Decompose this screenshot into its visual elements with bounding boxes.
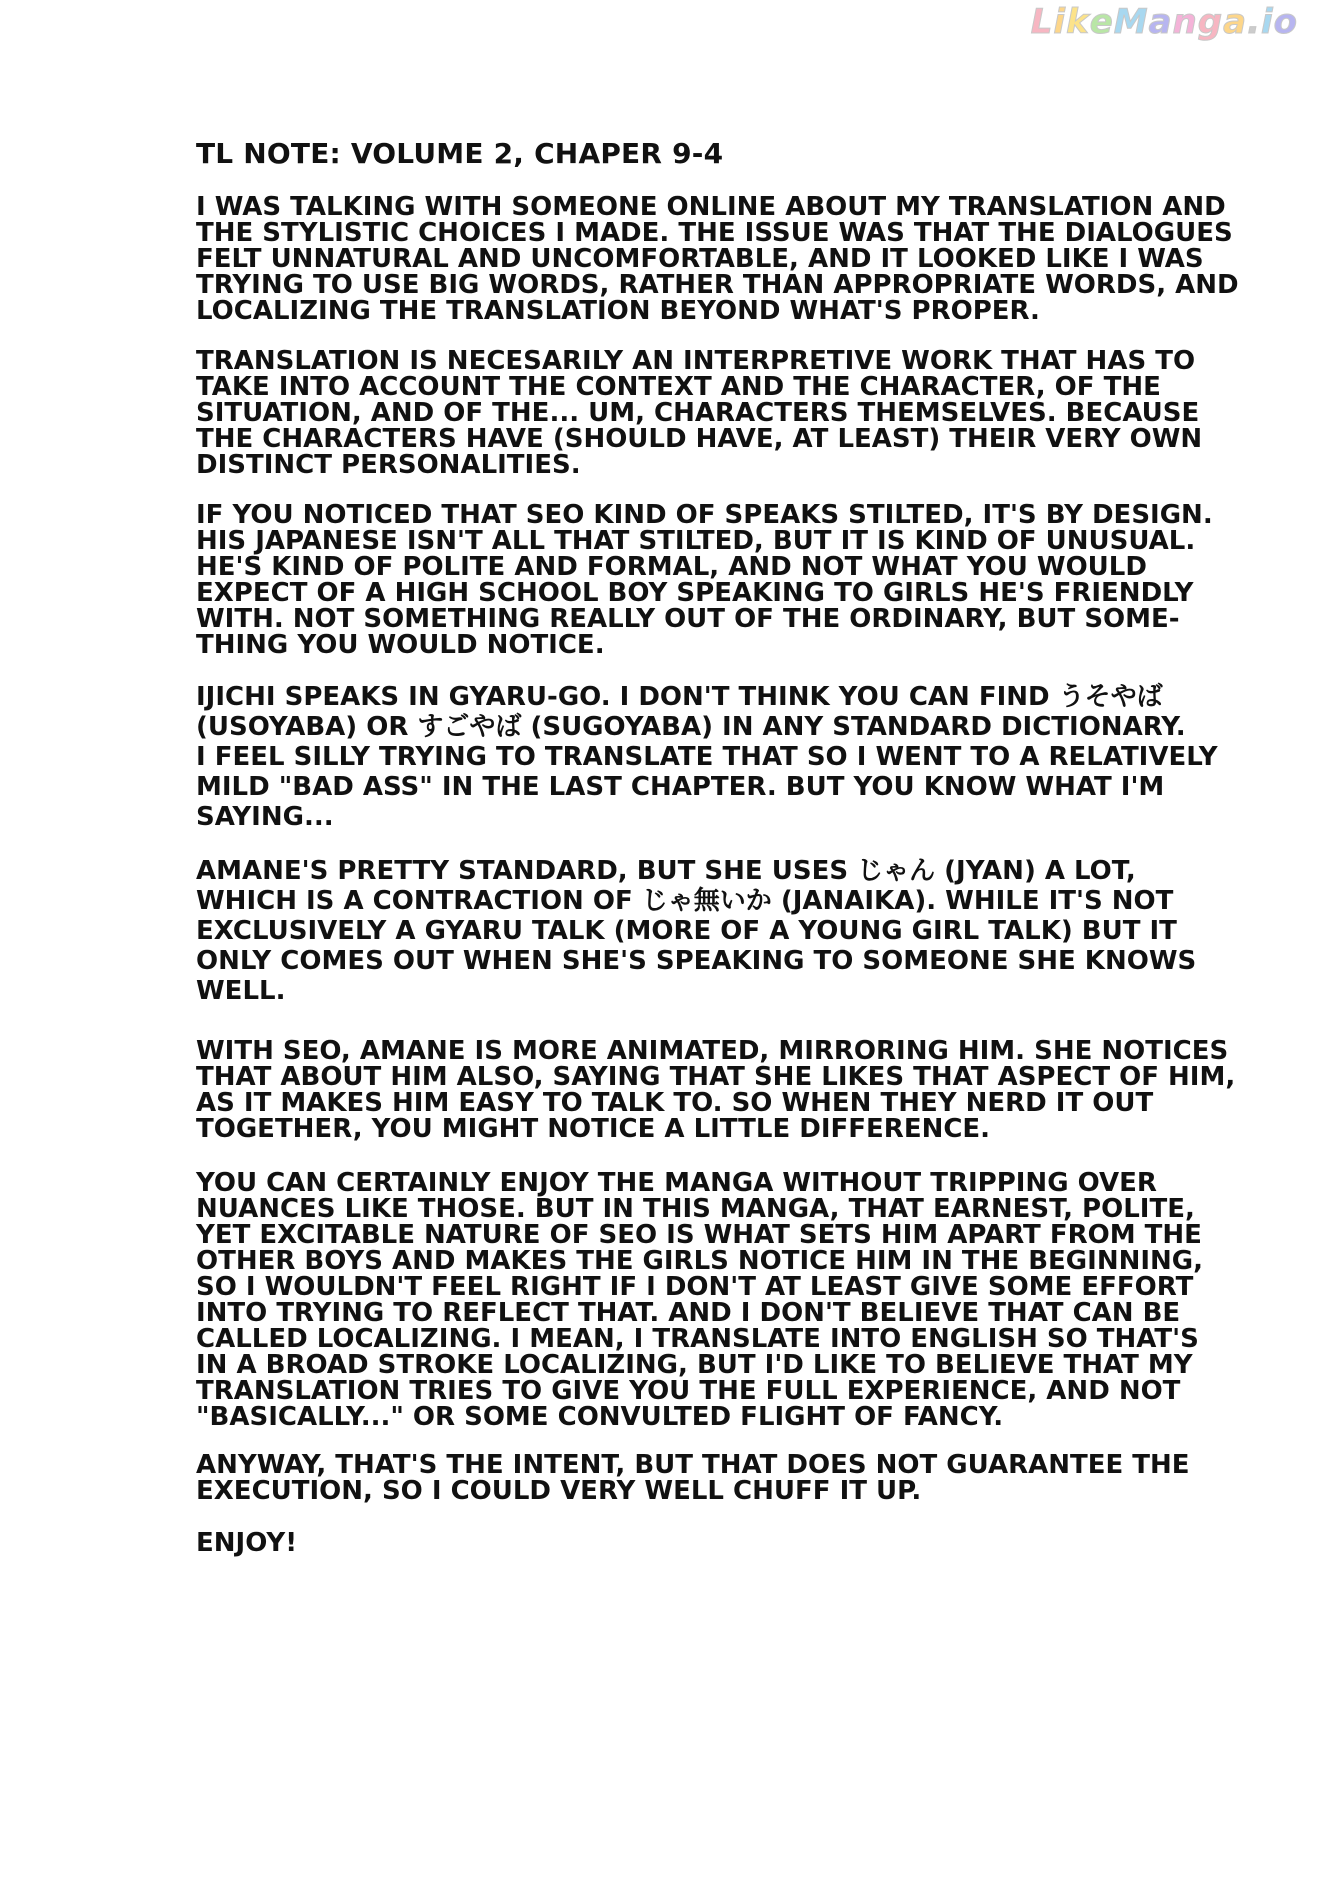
paragraph-line: DISTINCT PERSONALITIES.	[196, 450, 581, 480]
paragraph-line: NUANCES LIKE THOSE. BUT IN THIS MANGA, THAT EARNEST, POLITE,	[196, 1194, 1195, 1224]
paragraph-line: TRANSLATION TRIES TO GIVE YOU THE FULL EXPERIENCE, AND NOT	[196, 1376, 1181, 1406]
paragraph-line: ANYWAY, THAT'S THE INTENT, BUT THAT DOES NOT GUARANTEE THE	[196, 1450, 1190, 1480]
paragraph-line: WHICH IS A CONTRACTION OF じゃ無いか (JANAIKA). WHILE IT'S NOT	[196, 886, 1174, 916]
paragraph-line: WITH. NOT SOMETHING REALLY OUT OF THE ORDINARY, BUT SOME-	[196, 604, 1180, 634]
note-body	[196, 194, 1306, 1504]
paragraph-line: CALLED LOCALIZING. I MEAN, I TRANSLATE INTO ENGLISH SO THAT'S	[196, 1324, 1199, 1354]
paragraph-line: EXCLUSIVELY A GYARU TALK (MORE OF A YOUNG GIRL TALK) BUT IT	[196, 916, 1177, 946]
paragraph-line: "BASICALLY..." OR SOME CONVULTED FLIGHT OF FANCY.	[196, 1402, 1004, 1432]
watermark-letter: i	[1053, 2, 1067, 42]
note-paragraph	[196, 502, 1306, 658]
watermark-letter: .	[1247, 2, 1261, 42]
watermark-letter: k	[1066, 2, 1090, 42]
paragraph-line: AMANE'S PRETTY STANDARD, BUT SHE USES じゃん (JYAN) A LOT,	[196, 856, 1136, 886]
watermark-letter: a	[1223, 2, 1248, 42]
paragraph-line: TRANSLATION IS NECESARILY AN INTERPRETIVE WORK THAT HAS TO	[196, 346, 1196, 376]
paragraph-line: SAYING...	[196, 802, 334, 832]
paragraph-line: TRYING TO USE BIG WORDS, RATHER THAN APPROPRIATE WORDS, AND	[196, 270, 1239, 300]
paragraph-line: MILD "BAD ASS" IN THE LAST CHAPTER. BUT YOU KNOW WHAT I'M	[196, 772, 1165, 802]
paragraph-line: SO I WOULDN'T FEEL RIGHT IF I DON'T AT LEAST GIVE SOME EFFORT	[196, 1272, 1194, 1302]
paragraph-line: I WAS TALKING WITH SOMEONE ONLINE ABOUT MY TRANSLATION AND	[196, 192, 1226, 222]
note-paragraph	[196, 682, 1306, 832]
paragraph-line: IJICHI SPEAKS IN GYARU-GO. I DON'T THINK YOU CAN FIND うそやば	[196, 682, 1163, 712]
note-paragraph	[196, 1170, 1306, 1430]
paragraph-line: TAKE INTO ACCOUNT THE CONTEXT AND THE CHARACTER, OF THE	[196, 372, 1161, 402]
paragraph-line: FELT UNNATURAL AND UNCOMFORTABLE, AND IT LOOKED LIKE I WAS	[196, 244, 1204, 274]
watermark-letter: o	[1273, 2, 1298, 42]
paragraph-line: EXECUTION, SO I COULD VERY WELL CHUFF IT UP.	[196, 1476, 922, 1506]
closing-line: ENJOY!	[196, 1528, 298, 1558]
paragraph-line: HE'S KIND OF POLITE AND FORMAL, AND NOT WHAT YOU WOULD	[196, 552, 1147, 582]
paragraph-line: I FEEL SILLY TRYING TO TRANSLATE THAT SO I WENT TO A RELATIVELY	[196, 742, 1218, 772]
note-paragraph	[196, 1038, 1306, 1142]
paragraph-line: THE CHARACTERS HAVE (SHOULD HAVE, AT LEAST) THEIR VERY OWN	[196, 424, 1203, 454]
paragraph-line: HIS JAPANESE ISN'T ALL THAT STILTED, BUT IT IS KIND OF UNUSUAL.	[196, 526, 1196, 556]
note-paragraph	[196, 856, 1306, 1006]
watermark-letter: L	[1030, 2, 1054, 42]
site-watermark-logo	[1031, 2, 1298, 42]
note-paragraph	[196, 348, 1306, 478]
paragraph-line: TOGETHER, YOU MIGHT NOTICE A LITTLE DIFFERENCE.	[196, 1114, 991, 1144]
paragraph-line: WELL.	[196, 976, 286, 1006]
note-paragraph	[196, 194, 1306, 324]
paragraph-line: INTO TRYING TO REFLECT THAT. AND I DON'T BELIEVE THAT CAN BE	[196, 1298, 1181, 1328]
watermark-letter: M	[1113, 2, 1149, 42]
watermark-letter: e	[1089, 2, 1114, 42]
paragraph-line: YOU CAN CERTAINLY ENJOY THE MANGA WITHOUT TRIPPING OVER	[196, 1168, 1157, 1198]
paragraph-line: EXPECT OF A HIGH SCHOOL BOY SPEAKING TO GIRLS HE'S FRIENDLY	[196, 578, 1194, 608]
paragraph-line: (USOYABA) OR すごやば (SUGOYABA) IN ANY STANDARD DICTIONARY.	[196, 712, 1186, 742]
watermark-letter: g	[1197, 2, 1224, 42]
watermark-letter: n	[1172, 2, 1198, 42]
paragraph-line: AS IT MAKES HIM EASY TO TALK TO. SO WHEN THEY NERD IT OUT	[196, 1088, 1154, 1118]
note-paragraph	[196, 1452, 1306, 1504]
paragraph-line: THE STYLISTIC CHOICES I MADE. THE ISSUE WAS THAT THE DIALOGUES	[196, 218, 1233, 248]
paragraph-line: LOCALIZING THE TRANSLATION BEYOND WHAT'S PROPER.	[196, 296, 1040, 326]
paragraph-line: IF YOU NOTICED THAT SEO KIND OF SPEAKS STILTED, IT'S BY DESIGN.	[196, 500, 1213, 530]
paragraph-line: WITH SEO, AMANE IS MORE ANIMATED, MIRRORING HIM. SHE NOTICES	[196, 1036, 1229, 1066]
paragraph-line: SITUATION, AND OF THE... UM, CHARACTERS THEMSELVES. BECAUSE	[196, 398, 1200, 428]
watermark-letter: a	[1148, 2, 1173, 42]
translator-note	[196, 138, 1306, 1558]
paragraph-line: IN A BROAD STROKE LOCALIZING, BUT I'D LIKE TO BELIEVE THAT MY	[196, 1350, 1193, 1380]
watermark-letter: i	[1260, 2, 1274, 42]
note-title: TL NOTE: VOLUME 2, CHAPER 9-4	[196, 137, 724, 170]
paragraph-line: THING YOU WOULD NOTICE.	[196, 630, 605, 660]
paragraph-line: ONLY COMES OUT WHEN SHE'S SPEAKING TO SOMEONE SHE KNOWS	[196, 946, 1197, 976]
paragraph-line: YET EXCITABLE NATURE OF SEO IS WHAT SETS HIM APART FROM THE	[196, 1220, 1202, 1250]
paragraph-line: THAT ABOUT HIM ALSO, SAYING THAT SHE LIKES THAT ASPECT OF HIM,	[196, 1062, 1236, 1092]
paragraph-line: OTHER BOYS AND MAKES THE GIRLS NOTICE HIM IN THE BEGINNING,	[196, 1246, 1203, 1276]
